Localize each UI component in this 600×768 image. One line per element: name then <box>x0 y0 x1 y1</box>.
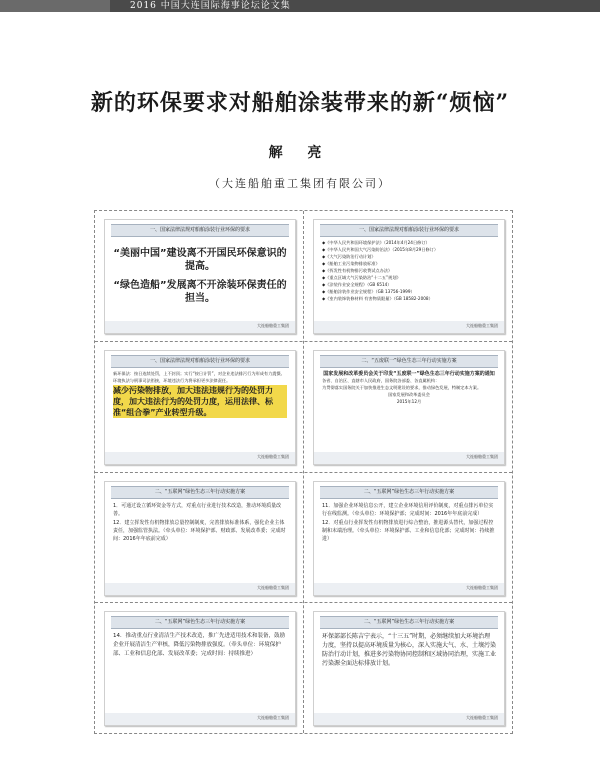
slide-title: 二、“五联网”绿色生态三年行动实施方案 <box>111 486 289 499</box>
slide-text: ◆《中华人民共和国大气污染防治法》（2015年8月29日修订） <box>322 247 439 252</box>
slide-heading: 国家发展和改革委员会关于印发“五废联一”绿色生态三年行动实施方案的通知 <box>323 371 495 377</box>
slide-text: 环保部部长陈吉宁表示，“十三五”时期，必须继续加大环境治理力度，坚持以提高环境质量为核心，深入实施大气、水、土壤污染防治行动计划，推进多污染物协同控制和区域协同治理，实施工业污染源全面达标排放计划。 <box>322 633 497 667</box>
slide-text: “美丽中国”建设离不开国民环保意识的提高。 <box>113 248 287 272</box>
slide-grid <box>94 210 513 734</box>
grid-divider <box>95 472 512 473</box>
slide-text: 14．推动重点行业清洁生产技术改造，推广先进适用技术和装备，鼓励企业开展清洁生产审核，降低污染物排放强度。（牵头单位：环境保护部、工业和信息化部、发展改革委；完成时间：持续推进） <box>113 633 286 657</box>
slide-text: 12．对重点行业挥发性有机物排放进行综合整治，推进源头替代，加强过程控制和末端治理。（牵头单位：环境保护部、工业和信息化部；完成时间：持续推进） <box>322 520 495 542</box>
slide-title: 二、“五联网”绿色生态三年行动实施方案 <box>111 616 289 629</box>
slide-text: “绿色造船”发展离不开涂装环保责任的担当。 <box>113 280 287 304</box>
header-tab <box>0 0 110 12</box>
slide-footer <box>314 452 504 464</box>
slide-title: 一、国家法律法规对船舶涂装行业环保的要求 <box>111 355 289 368</box>
slide-text: ◆《挥发性有机物排污收费试点办法》 <box>322 268 393 273</box>
running-title: 2016 中国大连国际海事论坛论文集 <box>130 1 291 11</box>
slide-text: 国家发展和改革委员会 <box>388 392 430 397</box>
slide-2 <box>313 219 505 334</box>
slide-4 <box>313 350 505 465</box>
running-header <box>0 0 600 12</box>
slide-footer <box>105 713 295 725</box>
slide-text: ◆《室内装饰装修材料 有害物质限量》（GB 18582-2008） <box>322 296 433 301</box>
slide-text: ◆《中华人民共和国环境保护法》（2014年4月24日修订） <box>322 240 430 245</box>
slide-footer-text: 大连船舶重工集团 <box>466 454 498 459</box>
slide-title: 二、“五废联一”绿色生态三年行动实施方案 <box>320 355 498 368</box>
slide-6 <box>313 481 505 596</box>
slide-footer-text: 大连船舶重工集团 <box>257 585 289 590</box>
slide-text: 11．加强企业环境信息公开，建立企业环境信用评价制度，对重点排污单位实行在线监测。（牵头单位：环境保护部；完成时间：2016年年底前完成） <box>322 503 494 517</box>
slide-title: 一、国家法律法规对船舶涂装行业环保的要求 <box>111 224 289 237</box>
slide-text: 12．建立挥发性有机物排放总量控制制度，完善排放标准体系，强化企业主体责任，加强监管执法。（牵头单位：环境保护部、财政部、发展改革委；完成时间：2016年年底前完成） <box>113 520 286 542</box>
article-affiliation: （大连船舶重工集团有限公司） <box>209 177 391 190</box>
slide-text: 环境执法与刑事司法衔接，环境违法行为将承担更多法律责任。 <box>113 378 231 383</box>
slide-text: ◆《船舶涂装作业安全规程》（GB 13756-1999） <box>322 289 415 294</box>
slide-footer <box>314 713 504 725</box>
slide-5 <box>104 481 296 596</box>
slide-footer-text: 大连船舶重工集团 <box>257 323 289 328</box>
slide-text: ◆《大气污染防治行动计划》 <box>322 254 376 259</box>
slide-title: 二、“五联网”绿色生态三年行动实施方案 <box>320 616 498 629</box>
slide-text: 为贯彻落实国务院关于加快推进生态文明建设的要求，推动绿色发展，特制定本方案。 <box>322 385 482 390</box>
slide-footer-text: 大连船舶重工集团 <box>466 715 498 720</box>
slide-text: 各省、自治区、直辖市人民政府，国务院各部委、各直属机构： <box>322 378 440 383</box>
slide-footer-text: 大连船舶重工集团 <box>257 454 289 459</box>
article-title: 新的环保要求对船舶涂装带来的新“烦恼” <box>90 90 510 116</box>
slide-text: ◆《船舶工业污染物排放标准》 <box>322 261 380 266</box>
slide-1 <box>104 219 296 334</box>
slide-title: 二、“五联网”绿色生态三年行动实施方案 <box>320 486 498 499</box>
slide-footer <box>105 452 295 464</box>
slide-footer-text: 大连船舶重工集团 <box>466 585 498 590</box>
slide-text: 1．可通过设立循环资金等方式，对重点行业进行技术改造，推动环境质量改善。 <box>113 503 282 517</box>
slide-text: ◆《重点区域大气污染防治“十二五”规划》 <box>322 275 401 280</box>
slide-8 <box>313 611 505 726</box>
slide-text: 新环保法：按日连续处罚，上不封顶；实行“按日计罚”，对企业违法排污行为形成有力震慑。 <box>113 371 285 376</box>
grid-divider <box>95 341 512 342</box>
article-author: 解 亮 <box>268 145 332 161</box>
slide-7 <box>104 611 296 726</box>
slide-title: 一、国家法律法规对船舶涂装行业环保的要求 <box>320 224 498 237</box>
grid-divider <box>95 602 512 603</box>
slide-footer-text: 大连船舶重工集团 <box>257 715 289 720</box>
slide-footer-text: 大连船舶重工集团 <box>466 323 498 328</box>
slide-footer <box>314 583 504 595</box>
slide-footer <box>105 583 295 595</box>
slide-3 <box>104 350 296 465</box>
slide-text: ◆《涂装作业安全规程》（GB 6514） <box>322 282 392 287</box>
slide-footer <box>105 321 295 333</box>
slide-footer <box>314 321 504 333</box>
slide-highlight: 减少污染物排放，加大违法违规行为的处罚力度，加大违法行为的处罚力度，运用法律、标准“组合拳”产业转型升级。 <box>113 385 287 418</box>
slide-text: 2015年12月 <box>396 399 422 404</box>
